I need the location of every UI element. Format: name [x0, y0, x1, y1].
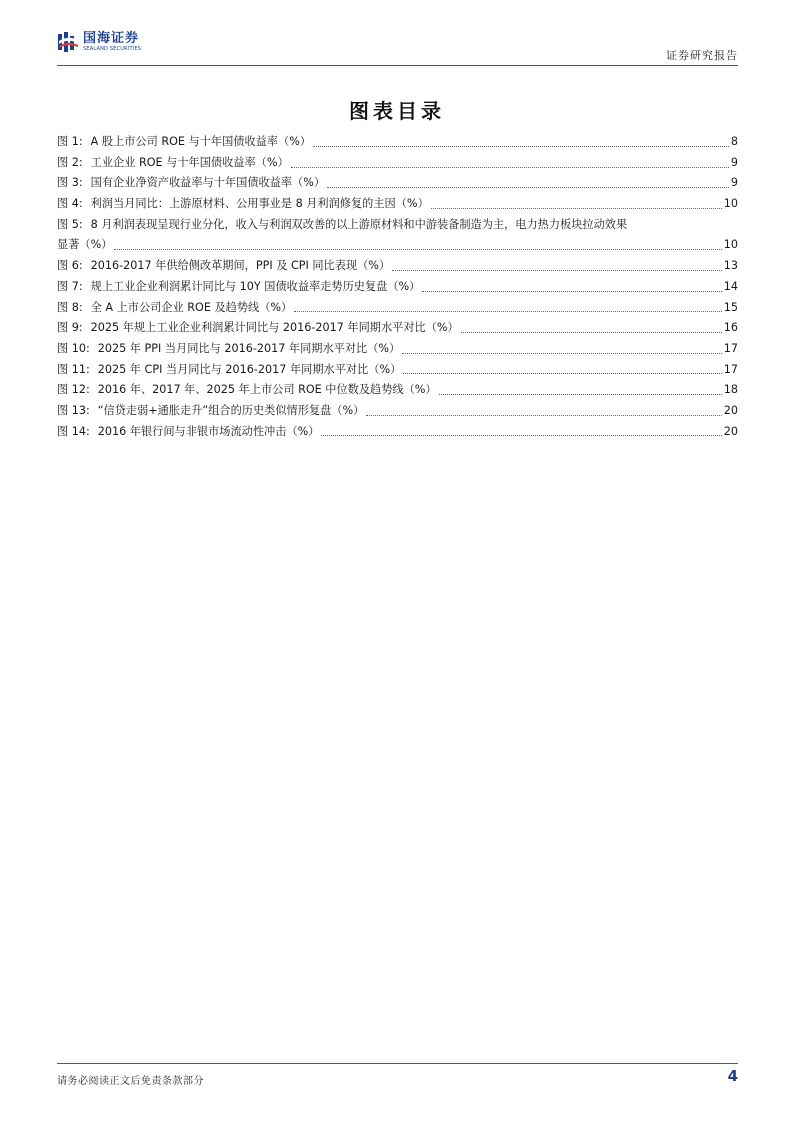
- toc-entry[interactable]: [57, 422, 738, 443]
- toc-page: 10: [723, 197, 738, 211]
- company-logo: [57, 31, 141, 53]
- toc-text-continued: 显著（%）: [57, 238, 113, 252]
- toc-label: 图 2:: [57, 155, 83, 169]
- toc-label: 图 8:: [57, 300, 83, 314]
- toc-leader: [291, 167, 729, 168]
- toc-label: 图 10:: [57, 341, 90, 355]
- toc-leader: [321, 435, 721, 436]
- toc-entry-multiline[interactable]: [57, 215, 738, 256]
- toc-leader: [114, 249, 721, 250]
- toc-page: 15: [723, 300, 738, 314]
- page-number: 4: [727, 1067, 738, 1085]
- logo-chinese-name: 国海证券: [83, 31, 140, 46]
- toc-entry[interactable]: [57, 277, 738, 298]
- figure-table-of-contents: [57, 132, 738, 442]
- toc-page: 14: [723, 279, 738, 293]
- toc-entry[interactable]: [57, 339, 738, 360]
- toc-entry[interactable]: [57, 256, 738, 277]
- toc-text: 2016-2017 年供给侧改革期间，PPI 及 CPI 同比表现（%）: [90, 259, 391, 273]
- footer-divider: [57, 1063, 738, 1064]
- toc-leader: [422, 291, 721, 292]
- toc-leader: [439, 394, 722, 395]
- toc-page: 9: [730, 155, 738, 169]
- logo-english-name: SEALAND SECURITIES: [83, 46, 142, 52]
- toc-label: 图 6:: [57, 259, 83, 273]
- toc-text: 2016 年银行间与非银市场流动性冲击（%）: [97, 424, 320, 438]
- toc-label: 图 14:: [57, 424, 90, 438]
- toc-entry[interactable]: [57, 153, 738, 174]
- toc-text: 8 月利润表现呈现行业分化，收入与利润双改善的以上游原材料和中游装备制造为主，电力热力板块拉动效果: [90, 217, 628, 231]
- toc-text: 全 A 上市公司企业 ROE 及趋势线（%）: [90, 300, 293, 314]
- sealand-logo-icon: [57, 31, 79, 53]
- toc-text: 2016 年、2017 年、2025 年上市公司 ROE 中位数及趋势线（%）: [97, 383, 437, 397]
- toc-entry[interactable]: [57, 360, 738, 381]
- toc-leader: [327, 187, 729, 188]
- report-type: 证券研究报告: [666, 49, 738, 62]
- toc-page: 18: [723, 383, 738, 397]
- toc-label: 图 7:: [57, 279, 83, 293]
- toc-leader: [461, 332, 722, 333]
- toc-label: 图 12:: [57, 383, 90, 397]
- toc-text: “信贷走弱+通胀走升”组合的历史类似情形复盘（%）: [97, 403, 365, 417]
- toc-entry[interactable]: [57, 298, 738, 319]
- toc-leader: [402, 353, 722, 354]
- toc-text: 工业企业 ROE 与十年国债收益率（%）: [90, 155, 289, 169]
- toc-leader: [366, 415, 721, 416]
- toc-text: 2025 年 PPI 当月同比与 2016-2017 年同期水平对比（%）: [97, 341, 401, 355]
- disclaimer-note: 请务必阅读正文后免责条款部分: [57, 1076, 204, 1087]
- toc-page: 20: [723, 403, 738, 417]
- toc-entry[interactable]: [57, 132, 738, 153]
- toc-text: A 股上市公司 ROE 与十年国债收益率（%）: [90, 135, 312, 148]
- toc-label: 图 11:: [57, 362, 90, 376]
- toc-leader: [403, 373, 721, 374]
- toc-text: 2025 年 CPI 当月同比与 2016-2017 年同期水平对比（%）: [97, 362, 402, 376]
- toc-page: 17: [723, 341, 738, 355]
- toc-entry[interactable]: [57, 173, 738, 194]
- toc-page: 17: [723, 362, 738, 376]
- toc-page: 9: [730, 176, 738, 190]
- toc-page: 13: [723, 259, 738, 273]
- toc-text: 国有企业净资产收益率与十年国债收益率（%）: [90, 176, 326, 190]
- toc-page: 20: [723, 424, 738, 438]
- toc-text: 2025 年规上工业企业利润累计同比与 2016-2017 年同期水平对比（%）: [90, 321, 459, 335]
- toc-label: 图 5:: [57, 217, 83, 231]
- toc-leader: [313, 146, 729, 147]
- toc-leader: [392, 270, 722, 271]
- toc-label: 图 4:: [57, 197, 83, 211]
- toc-text: 规上工业企业利润累计同比与 10Y 国债收益率走势历史复盘（%）: [90, 279, 421, 293]
- toc-entry[interactable]: [57, 318, 738, 339]
- toc-label: 图 13:: [57, 403, 90, 417]
- toc-leader: [431, 208, 722, 209]
- toc-leader: [294, 311, 722, 312]
- header-divider: [57, 65, 738, 66]
- toc-text: 利润当月同比：上游原材料、公用事业是 8 月利润修复的主因（%）: [90, 197, 429, 211]
- toc-entry[interactable]: [57, 380, 738, 401]
- toc-entry[interactable]: [57, 401, 738, 422]
- toc-entry[interactable]: [57, 194, 738, 215]
- page-title: 图表目录: [349, 99, 445, 123]
- page-header: [57, 28, 738, 68]
- toc-page: 8: [730, 135, 738, 148]
- toc-label: 图 9:: [57, 321, 83, 335]
- toc-label: 图 3:: [57, 176, 83, 190]
- toc-page: 16: [723, 321, 738, 335]
- toc-label: 图 1:: [57, 135, 83, 148]
- toc-page: 10: [723, 238, 738, 252]
